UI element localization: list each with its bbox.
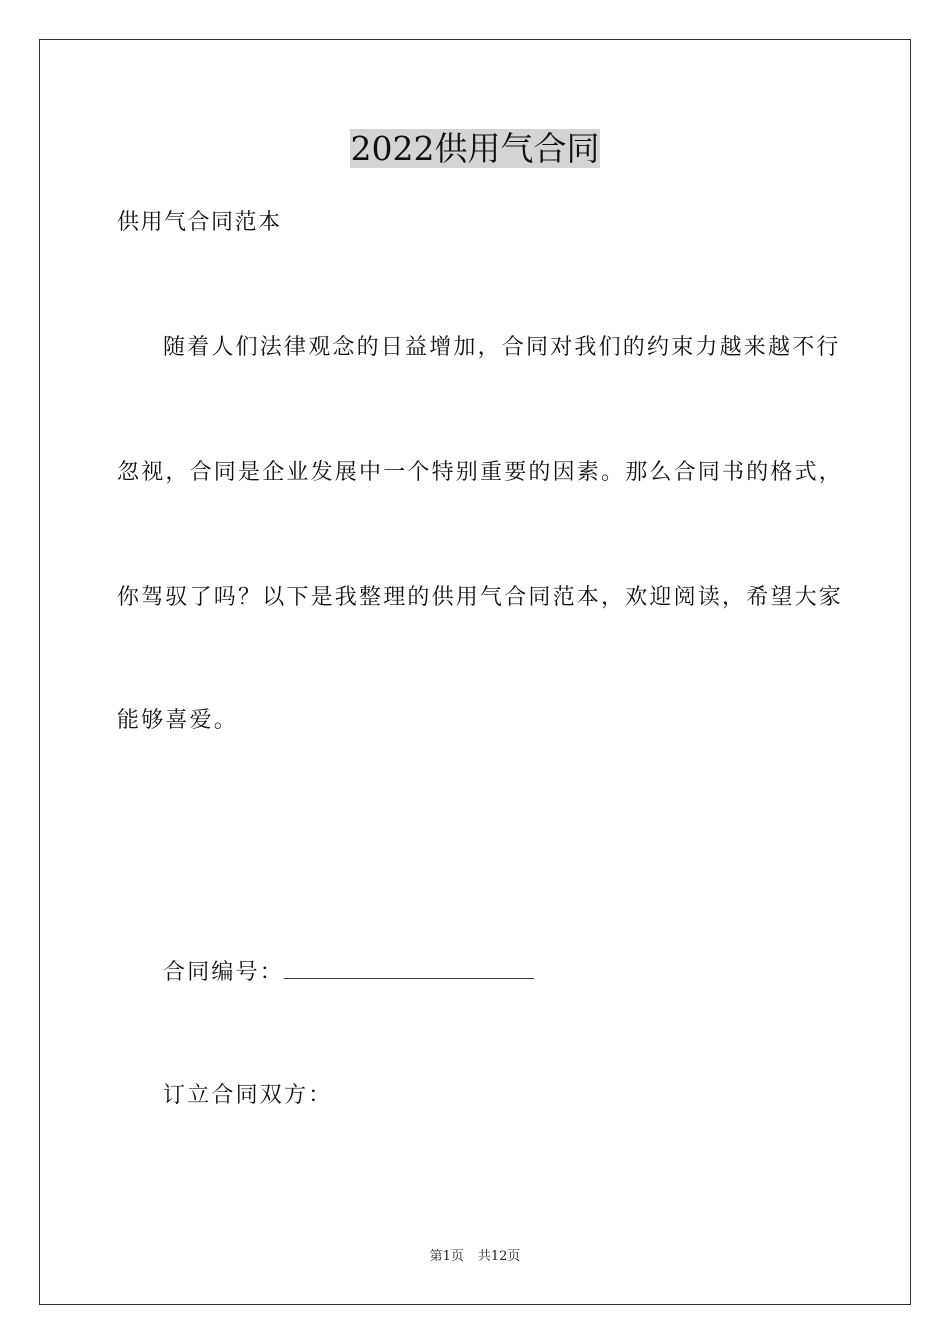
contract-number-label: 合同编号： [163,960,285,985]
contract-parties-label: 订立合同双方： [163,1083,333,1108]
contract-number-blank [284,956,534,979]
document-subtitle: 供用气合同范本 [117,210,282,235]
intro-paragraph-line-1: 随着人们法律观念的日益增加，合同对我们的约束力越来越不行 [163,335,841,360]
document-title-text: 2022供用气合同 [350,129,600,168]
document-title [0,126,950,172]
contract-number-field [163,956,534,988]
page-footer [0,1248,950,1266]
intro-paragraph-line-2: 忽视，合同是企业发展中一个特别重要的因素。那么合同书的格式， [117,460,844,485]
intro-paragraph-line-4: 能够喜爱。 [117,708,239,733]
page-number-current: 第1页 [429,1249,464,1264]
page-number-total: 共12页 [477,1249,521,1264]
intro-paragraph-line-3: 你驾驭了吗？以下是我整理的供用气合同范本，欢迎阅读，希望大家 [117,585,844,610]
